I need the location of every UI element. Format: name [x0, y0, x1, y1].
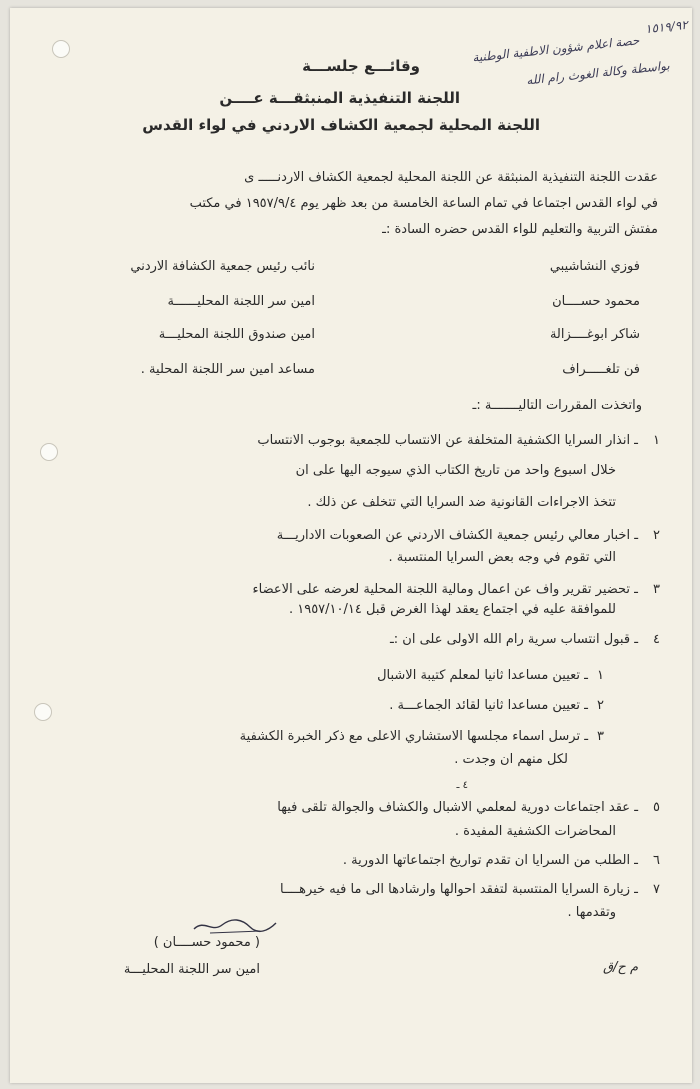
item-line: ـ اخبار معالي رئيس جمعية الكشاف الاردني عن الصعوبات الاداريـــة: [276, 528, 638, 543]
item-line: خلال اسبوع واحد من تاريخ الكتاب الذي سيوجه اليها على ان: [295, 463, 616, 478]
stray-mark: ٤ ـ: [456, 780, 468, 791]
item-number: ٥: [653, 800, 660, 815]
sub-item-line: ـ تعيين مساعدا ثانيا لقائد الجماعـــة .: [389, 698, 588, 713]
item-line: ـ انذار السرايا الكشفية المتخلفة عن الانتساب للجمعية بوجوب الانتساب: [257, 433, 638, 448]
item-line: ـ تحضير تقرير واف عن اعمال ومالية اللجنة المحلية لعرضه على الاعضاء: [252, 582, 638, 597]
punch-hole-top: [52, 40, 70, 58]
committee-line: اللجنة المحلية لجمعية الكشاف الاردني في لواء القدس: [142, 116, 540, 134]
sub-item-line: ـ ترسل اسماء مجلسها الاستشاري الاعلى مع ذكر الخبرة الكشفية: [239, 729, 588, 744]
reference-code: م ح/ق: [602, 960, 638, 975]
intro-line: في لواء القدس اجتماعا في تمام الساعة الخامسة من بعد ظهر يوم ١٩٥٧/٩/٤ في مكتب: [189, 196, 658, 211]
intro-line: عقدت اللجنة التنفيذية المنبثقة عن اللجنة المحلية لجمعية الكشاف الاردنـــــ ى: [244, 170, 658, 185]
attendee-name: فوزي النشاشيبي: [549, 259, 640, 274]
item-number: ٢: [653, 528, 660, 543]
sub-item-line: لكل منهم ان وجدت .: [454, 752, 568, 767]
signatory-title: امين سر اللجنة المحليـــة: [123, 962, 260, 977]
attendee-name: فن تلغـــــراف: [562, 362, 640, 377]
decisions-heading: واتخذت المقررات التاليـــــــة :ـ: [472, 398, 642, 413]
signatory-name: ( محمود حســــان ): [153, 935, 260, 950]
punch-hole-middle: [40, 443, 58, 461]
item-line: ـ عقد اجتماعات دورية لمعلمي الاشبال والكشاف والجوالة تلقى فيها: [277, 800, 638, 815]
attendee-role: مساعد امين سر اللجنة المحلية .: [140, 362, 315, 377]
sub-item-line: ـ تعيين مساعدا ثانيا لمعلم كتيبة الاشبال: [377, 668, 588, 683]
item-line: ـ زيارة السرايا المنتسبة لتفقد احوالها وارشادها الى ما فيه خيرهــــا: [279, 882, 638, 897]
item-number: ٤: [653, 632, 660, 647]
handwritten-annotation-line: حصة اعلام شؤون الاطفية الوطنية: [471, 33, 641, 65]
item-line: ـ الطلب من السرايا ان تقدم تواريخ اجتماعاتها الدورية .: [342, 853, 638, 868]
item-line: ـ قبول انتساب سرية رام الله الاولى على ان :ـ: [389, 632, 638, 647]
handwritten-annotation-line: بواسطة وكالة الغوث رام الله: [525, 58, 671, 88]
attendee-role: امين صندوق اللجنة المحليـــة: [158, 327, 315, 342]
punch-hole-bottom: [34, 703, 52, 721]
item-number: ١: [653, 433, 660, 448]
item-line: للموافقة عليه في اجتماع يعقد لهذا الغرض قبل ١٩٥٧/١٠/١٤ .: [288, 602, 616, 617]
intro-line: مفتش التربية والتعليم للواء القدس حضره السادة :ـ: [382, 222, 658, 237]
item-number: ٣: [653, 582, 660, 597]
sub-item-number: ٢: [597, 698, 604, 713]
item-line: تتخذ الاجراءات القانونية ضد السرايا التي تتخلف عن ذلك .: [307, 495, 616, 510]
attendee-name: محمود حســــان: [552, 294, 640, 309]
item-line: التي تقوم في وجه بعض السرايا المنتسبة .: [388, 550, 616, 565]
document-title: وقائـــع جلســـة: [302, 57, 420, 75]
item-number: ٦: [653, 853, 660, 868]
signature-scribble: [190, 915, 280, 937]
item-line: المحاضرات الكشفية المفيدة .: [454, 824, 616, 839]
attendee-name: شاكر ابوغــــزالة: [549, 327, 640, 342]
handwritten-annotation-number: ١٥١٩/٩٢: [644, 17, 689, 37]
attendee-role: نائب رئيس جمعية الكشافة الاردني: [130, 259, 315, 274]
item-line: وتقدمها .: [567, 905, 616, 920]
committee-line: اللجنة التنفيذية المنبثقـــة عــــن: [219, 89, 460, 107]
sub-item-number: ١: [597, 668, 604, 683]
attendee-role: امين سر اللجنة المحليــــــة: [167, 294, 315, 309]
sub-item-number: ٣: [597, 729, 604, 744]
item-number: ٧: [653, 882, 660, 897]
